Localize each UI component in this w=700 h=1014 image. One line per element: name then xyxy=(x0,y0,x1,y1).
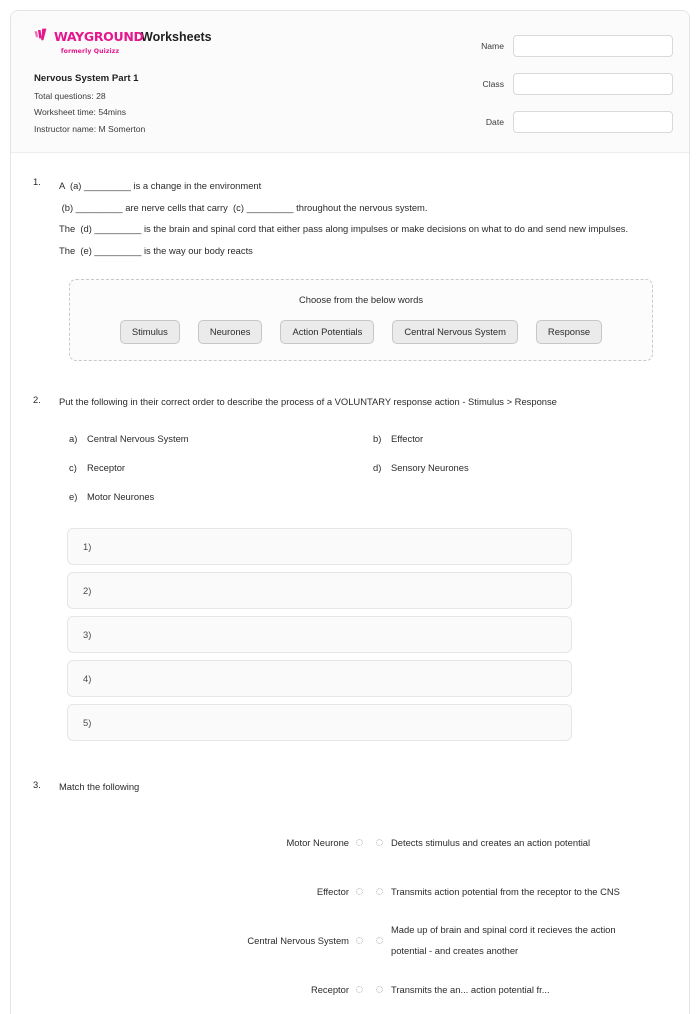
match-left-label-1: Motor Neurone xyxy=(286,836,349,848)
match-right-label-3: Made up of brain and spinal cord it recieves the action potential - and creates another xyxy=(391,924,616,957)
wayground-logo xyxy=(34,28,144,55)
name-field-row xyxy=(468,35,673,57)
instructor-name: Instructor name: M Somerton xyxy=(34,123,146,134)
class-field-row xyxy=(468,73,673,95)
question-2-number: 2. xyxy=(33,393,41,405)
class-label: Class xyxy=(482,79,504,89)
match-right-item-1[interactable] xyxy=(363,818,667,867)
match-right-label-4: Transmits the an... action potential fr... xyxy=(391,983,550,995)
student-info-fields xyxy=(468,35,673,149)
answer-slot-2[interactable]: 2) xyxy=(67,572,572,609)
option-c-key: c) xyxy=(69,461,77,473)
option-d-key: d) xyxy=(373,461,382,473)
match-left-item-1[interactable] xyxy=(59,818,363,867)
connector-dot-icon[interactable] xyxy=(376,986,383,993)
option-b-label: Effector xyxy=(391,432,424,444)
matching-left-column xyxy=(59,818,363,1014)
match-right-item-2[interactable] xyxy=(363,867,667,916)
option-b xyxy=(373,433,667,444)
class-input[interactable] xyxy=(513,73,673,95)
question-2-options xyxy=(59,433,667,502)
date-label: Date xyxy=(485,117,504,127)
connector-dot-icon[interactable] xyxy=(376,839,383,846)
match-left-item-4[interactable] xyxy=(59,965,363,1014)
word-chip-neurones[interactable]: Neurones xyxy=(198,320,263,344)
option-d xyxy=(373,462,667,473)
question-3 xyxy=(33,778,667,1014)
option-a xyxy=(69,433,363,444)
name-label: Name xyxy=(481,41,504,51)
matching-exercise xyxy=(59,818,667,1014)
option-b-key: b) xyxy=(373,432,382,444)
match-left-label-3: Central Nervous System xyxy=(247,934,349,946)
option-a-key: a) xyxy=(69,432,78,444)
worksheet-header xyxy=(11,11,689,153)
connector-dot-icon[interactable] xyxy=(356,839,363,846)
word-bank-chips xyxy=(80,320,642,344)
question-3-stem: Match the following xyxy=(59,780,140,792)
word-bank xyxy=(69,279,653,361)
option-e xyxy=(69,491,363,502)
answer-slot-3[interactable]: 3) xyxy=(67,616,572,653)
page-title: Worksheets xyxy=(141,30,212,44)
question-1-line-a: A (a) _________ is a change in the environment xyxy=(59,180,262,191)
worksheet-title: Nervous System Part 1 xyxy=(34,73,139,84)
option-a-label: Central Nervous System xyxy=(87,432,189,444)
question-1-line-d: The (e) _________ is the way our body reacts xyxy=(59,244,253,256)
word-chip-action-potentials[interactable]: Action Potentials xyxy=(280,320,374,344)
connector-dot-icon[interactable] xyxy=(356,986,363,993)
wayground-logo-subtext: formerly Quizizz xyxy=(60,48,120,55)
worksheet-time: Worksheet time: 54mins xyxy=(34,107,127,118)
option-c xyxy=(69,462,363,473)
total-questions: Total questions: 28 xyxy=(34,91,106,101)
wayground-logo-text: WAYGROUND xyxy=(54,28,144,44)
match-right-item-4[interactable] xyxy=(363,965,667,1014)
match-left-item-2[interactable] xyxy=(59,867,363,916)
wayground-mark-icon xyxy=(34,28,51,46)
match-left-label-2: Effector xyxy=(316,885,349,897)
option-d-label: Sensory Neurones xyxy=(391,461,469,473)
word-chip-central-nervous-system[interactable]: Central Nervous System xyxy=(392,320,518,344)
date-field-row xyxy=(468,111,673,133)
answer-slot-1[interactable]: 1) xyxy=(67,528,572,565)
option-c-label: Receptor xyxy=(87,461,126,473)
match-left-item-3[interactable] xyxy=(59,916,363,965)
question-2-answer-slots xyxy=(59,528,667,741)
match-right-label-2: Transmits action potential from the receptor to the CNS xyxy=(391,885,620,897)
question-3-number: 3. xyxy=(33,778,41,790)
connector-dot-icon[interactable] xyxy=(356,888,363,895)
word-bank-title: Choose from the below words xyxy=(298,294,424,305)
option-e-label: Motor Neurones xyxy=(87,490,155,502)
answer-slot-5[interactable]: 5) xyxy=(67,704,572,741)
connector-dot-icon[interactable] xyxy=(376,937,383,944)
question-2 xyxy=(33,393,667,748)
connector-dot-icon[interactable] xyxy=(356,937,363,944)
word-chip-stimulus[interactable]: Stimulus xyxy=(120,320,180,344)
match-right-label-1: Detects stimulus and creates an action potential xyxy=(391,836,591,848)
question-1-line-b: (b) _________ are nerve cells that carry (c) _________ throughout the nervous system. xyxy=(59,201,428,213)
name-input[interactable] xyxy=(513,35,673,57)
word-chip-response[interactable]: Response xyxy=(536,320,602,344)
question-1 xyxy=(33,175,667,261)
match-right-item-3[interactable] xyxy=(363,916,667,965)
answer-slot-4[interactable]: 4) xyxy=(67,660,572,697)
option-e-key: e) xyxy=(69,490,78,502)
date-input[interactable] xyxy=(513,111,673,133)
question-1-line-c: The (d) _________ is the brain and spinal cord that either pass along impulses or make decisions on what to do and send new impulses. xyxy=(59,223,629,234)
connector-dot-icon[interactable] xyxy=(376,888,383,895)
worksheet-content xyxy=(11,153,689,1014)
match-left-label-4: Receptor xyxy=(310,983,349,995)
matching-right-column xyxy=(363,818,667,1014)
question-2-stem: Put the following in their correct order to describe the process of a VOLUNTARY response action - Stimulus > Response xyxy=(59,395,557,407)
worksheet-page xyxy=(10,10,690,1014)
question-1-number: 1. xyxy=(33,176,41,187)
